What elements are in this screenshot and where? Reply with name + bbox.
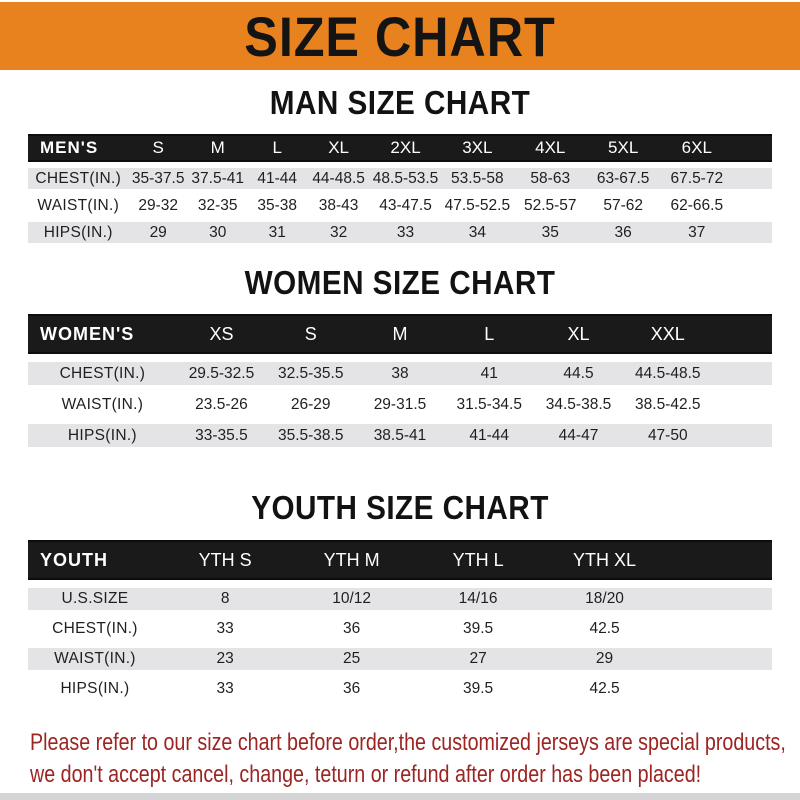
table-cell: 8 [162, 588, 288, 610]
column-header: XS [177, 314, 266, 354]
table-cell: 44.5 [534, 362, 623, 385]
cell-filler [734, 195, 772, 216]
table-row [28, 678, 772, 700]
header-filler [734, 134, 772, 162]
banner-title: SIZE CHART [244, 4, 556, 68]
column-header: L [247, 134, 307, 162]
table-cell: 44-48.5 [307, 168, 370, 189]
table-cell: 38.5-42.5 [623, 393, 712, 416]
cell-filler [668, 588, 772, 610]
table-cell: 62-66.5 [660, 195, 734, 216]
table-cell: 18/20 [541, 588, 667, 610]
table-cell: 26-29 [266, 393, 355, 416]
table-row [28, 222, 772, 243]
table-cell: 42.5 [541, 618, 667, 640]
table-row [28, 648, 772, 670]
row-label: WAIST(IN.) [28, 393, 177, 416]
youth-size-table [28, 532, 772, 708]
table-cell: 23.5-26 [177, 393, 266, 416]
youth-section-title: YOUTH SIZE CHART [251, 489, 549, 526]
column-header: YTH M [288, 540, 414, 580]
column-header: YTH XL [541, 540, 667, 580]
table-cell: 37.5-41 [188, 168, 248, 189]
table-cell: 44.5-48.5 [623, 362, 712, 385]
column-header: M [355, 314, 444, 354]
column-header: S [128, 134, 188, 162]
table-cell: 35-38 [247, 195, 307, 216]
row-label: CHEST(IN.) [28, 168, 128, 189]
size-chart-banner [0, 2, 800, 70]
column-header: 6XL [660, 134, 734, 162]
header-filler [668, 540, 772, 580]
table-cell: 52.5-57 [514, 195, 587, 216]
table-cell: 41-44 [247, 168, 307, 189]
table-cell: 43-47.5 [370, 195, 441, 216]
table-cell: 44-47 [534, 424, 623, 447]
table-cell: 41-44 [445, 424, 534, 447]
column-header: XXL [623, 314, 712, 354]
row-label: WAIST(IN.) [28, 648, 162, 670]
column-header: YTH L [415, 540, 541, 580]
table-cell: 42.5 [541, 678, 667, 700]
cell-filler [668, 618, 772, 640]
table-cell: 33 [370, 222, 441, 243]
disclaimer-line-1: Please refer to our size chart before order,the customized jerseys are special products, [30, 729, 786, 756]
table-cell: 33 [162, 618, 288, 640]
table-cell: 31.5-34.5 [445, 393, 534, 416]
cell-filler [734, 168, 772, 189]
row-label: U.S.SIZE [28, 588, 162, 610]
column-header: XL [534, 314, 623, 354]
table-cell: 36 [587, 222, 660, 243]
table-cell: 32-35 [188, 195, 248, 216]
row-label: HIPS(IN.) [28, 222, 128, 243]
column-header: 3XL [441, 134, 514, 162]
header-row [28, 540, 772, 580]
table-cell: 37 [660, 222, 734, 243]
table-cell: 47.5-52.5 [441, 195, 514, 216]
table-row [28, 424, 772, 447]
cell-filler [712, 362, 772, 385]
table-row [28, 168, 772, 189]
disclaimer-line-2: we don't accept cancel, change, teturn or refund after order has been placed! [30, 761, 702, 788]
men-size-table [28, 128, 772, 249]
table-cell: 34 [441, 222, 514, 243]
table-cell: 36 [288, 618, 414, 640]
table-header-label: YOUTH [28, 540, 162, 580]
column-header: 4XL [514, 134, 587, 162]
table-cell: 39.5 [415, 618, 541, 640]
table-cell: 33-35.5 [177, 424, 266, 447]
man-section-title: MAN SIZE CHART [269, 84, 531, 121]
column-header: L [445, 314, 534, 354]
table-cell: 27 [415, 648, 541, 670]
table-cell: 23 [162, 648, 288, 670]
table-cell: 48.5-53.5 [370, 168, 441, 189]
row-label: HIPS(IN.) [28, 678, 162, 700]
column-header: M [188, 134, 248, 162]
header-filler [712, 314, 772, 354]
table-cell: 38.5-41 [355, 424, 444, 447]
cell-filler [668, 648, 772, 670]
table-cell: 35-37.5 [128, 168, 188, 189]
table-cell: 38-43 [307, 195, 370, 216]
table-row [28, 362, 772, 385]
table-cell: 35.5-38.5 [266, 424, 355, 447]
table-cell: 63-67.5 [587, 168, 660, 189]
row-label: CHEST(IN.) [28, 618, 162, 640]
table-cell: 14/16 [415, 588, 541, 610]
women-section-title: WOMEN SIZE CHART [244, 264, 556, 301]
table-cell: 29 [128, 222, 188, 243]
table-cell: 25 [288, 648, 414, 670]
table-cell: 29-32 [128, 195, 188, 216]
table-row [28, 195, 772, 216]
table-cell: 31 [247, 222, 307, 243]
cell-filler [734, 222, 772, 243]
table-cell: 67.5-72 [660, 168, 734, 189]
table-cell: 30 [188, 222, 248, 243]
table-cell: 39.5 [415, 678, 541, 700]
bottom-edge-strip [0, 793, 800, 800]
table-row [28, 588, 772, 610]
header-row [28, 314, 772, 354]
cell-filler [712, 424, 772, 447]
column-header: YTH S [162, 540, 288, 580]
column-header: 2XL [370, 134, 441, 162]
table-cell: 32.5-35.5 [266, 362, 355, 385]
row-label: WAIST(IN.) [28, 195, 128, 216]
table-cell: 33 [162, 678, 288, 700]
table-header-label: MEN'S [28, 134, 128, 162]
table-cell: 29 [541, 648, 667, 670]
table-cell: 29-31.5 [355, 393, 444, 416]
women-size-table [28, 306, 772, 455]
column-header: XL [307, 134, 370, 162]
row-label: CHEST(IN.) [28, 362, 177, 385]
table-cell: 29.5-32.5 [177, 362, 266, 385]
table-cell: 32 [307, 222, 370, 243]
table-cell: 36 [288, 678, 414, 700]
table-cell: 57-62 [587, 195, 660, 216]
table-cell: 53.5-58 [441, 168, 514, 189]
column-header: 5XL [587, 134, 660, 162]
header-row [28, 134, 772, 162]
table-header-label: WOMEN'S [28, 314, 177, 354]
table-row [28, 393, 772, 416]
row-label: HIPS(IN.) [28, 424, 177, 447]
disclaimer-note [30, 727, 800, 791]
table-cell: 38 [355, 362, 444, 385]
table-cell: 41 [445, 362, 534, 385]
column-header: S [266, 314, 355, 354]
table-cell: 58-63 [514, 168, 587, 189]
table-cell: 47-50 [623, 424, 712, 447]
cell-filler [712, 393, 772, 416]
table-row [28, 618, 772, 640]
table-cell: 10/12 [288, 588, 414, 610]
cell-filler [668, 678, 772, 700]
table-cell: 34.5-38.5 [534, 393, 623, 416]
table-cell: 35 [514, 222, 587, 243]
